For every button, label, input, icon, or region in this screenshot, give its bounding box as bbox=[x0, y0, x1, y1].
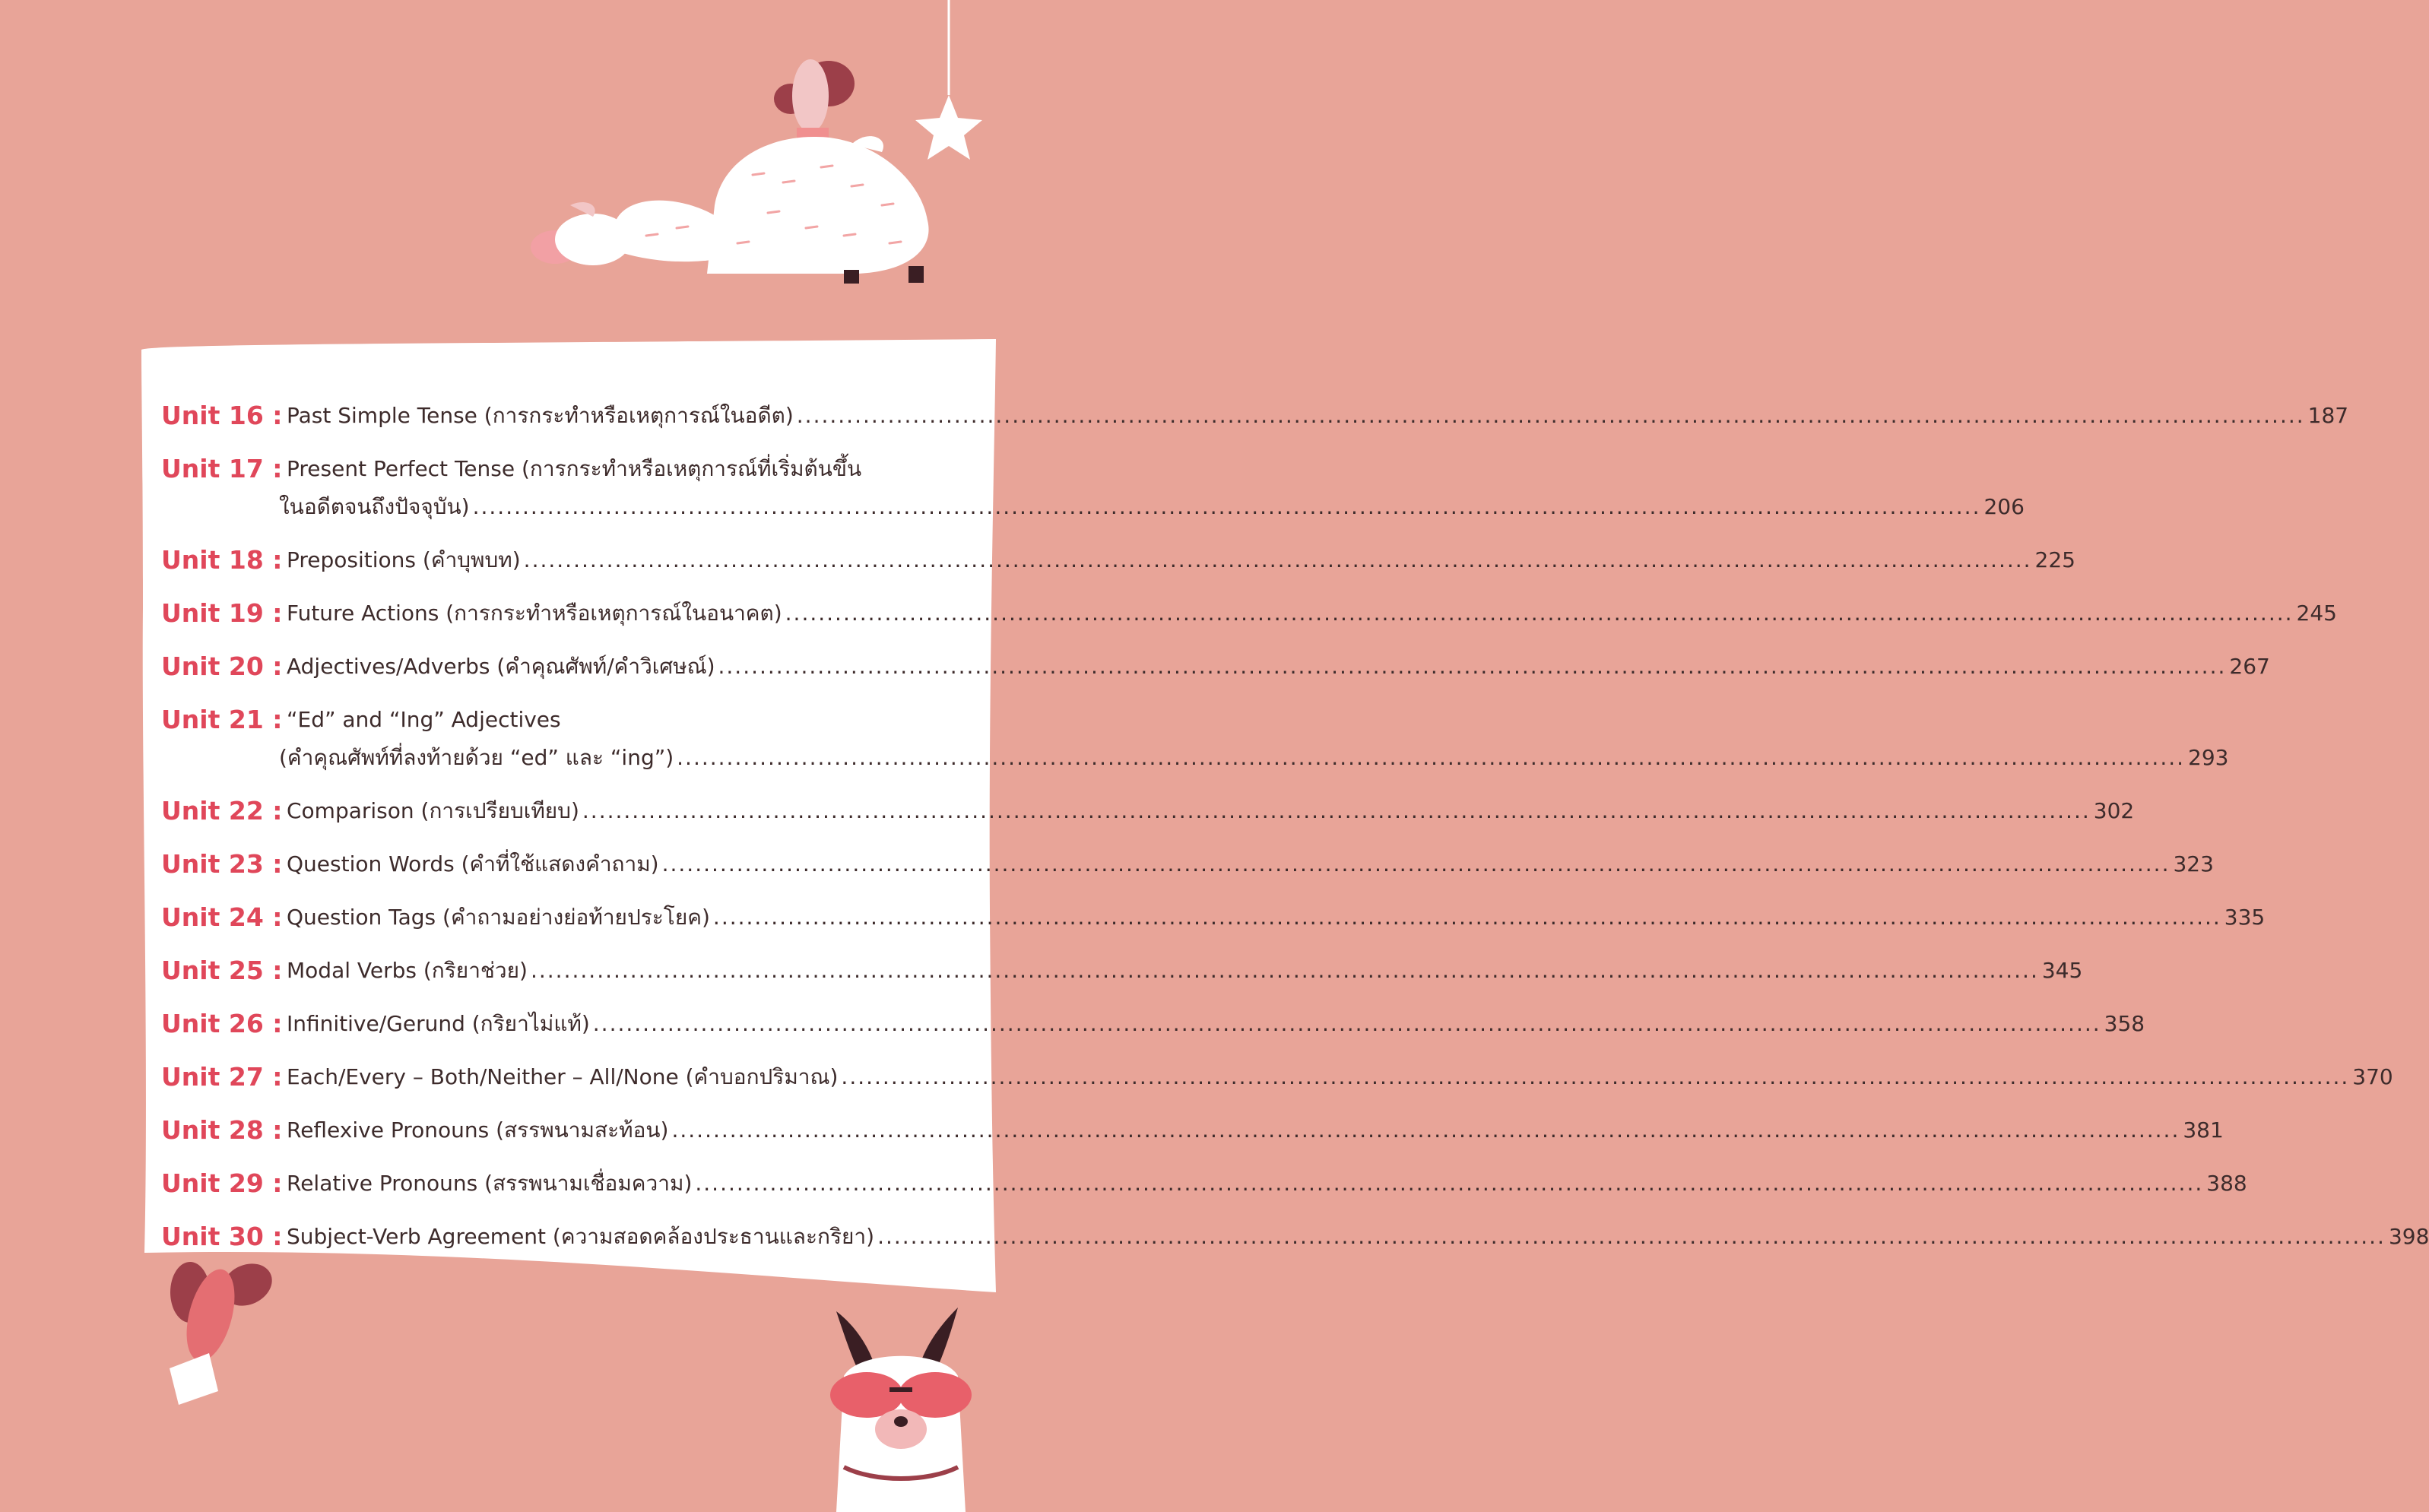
toc-line bbox=[287, 1218, 2429, 1256]
toc-line bbox=[287, 450, 2025, 488]
dot-leader bbox=[593, 1005, 2101, 1043]
unit-label: Unit 25 : bbox=[161, 956, 283, 985]
dot-leader bbox=[671, 1111, 2180, 1149]
toc-entry bbox=[161, 792, 2135, 830]
page-number: 358 bbox=[2104, 1011, 2145, 1036]
dot-leader bbox=[785, 594, 2294, 632]
dot-leader bbox=[473, 488, 1981, 526]
toc-entry bbox=[161, 1218, 2429, 1256]
toc-entry bbox=[161, 397, 2349, 435]
sleeping-llama-icon bbox=[525, 53, 935, 296]
table-of-contents bbox=[161, 397, 2429, 1271]
toc-line bbox=[287, 952, 2082, 990]
toc-entry bbox=[161, 594, 2337, 632]
dot-leader bbox=[524, 541, 2032, 579]
entry-title: Infinitive/Gerund (กริยาไม่แท้) bbox=[287, 1011, 590, 1036]
entry-title: Adjectives/Adverbs (คำคุณศัพท์/คำวิเศษณ์) bbox=[287, 654, 715, 679]
page-number: 381 bbox=[2183, 1117, 2224, 1143]
dot-leader bbox=[531, 952, 2039, 990]
unit-label: Unit 26 : bbox=[161, 1009, 283, 1038]
unit-label: Unit 30 : bbox=[161, 1222, 283, 1251]
toc-line bbox=[279, 488, 2025, 526]
entry-title: Prepositions (คำบุพบท) bbox=[287, 547, 521, 572]
dot-leader bbox=[713, 899, 2221, 937]
entry-title: Each/Every – Both/Neither – All/None (คำบอกปริมาณ) bbox=[287, 1064, 839, 1089]
unit-label: Unit 22 : bbox=[161, 796, 283, 826]
entry-title: Question Tags (คำถามอย่างย่อท้ายประโยค) bbox=[287, 905, 710, 930]
toc-entry bbox=[161, 899, 2266, 937]
page-number: 187 bbox=[2307, 403, 2349, 428]
toc-entry bbox=[161, 701, 2229, 777]
unit-label: Unit 27 : bbox=[161, 1062, 283, 1092]
toc-entry bbox=[161, 648, 2270, 686]
entry-title: ในอดีตจนถึงปัจจุบัน) bbox=[279, 494, 470, 519]
unit-label: Unit 21 : bbox=[161, 705, 283, 734]
page-number: 225 bbox=[2034, 547, 2075, 572]
unit-label: Unit 29 : bbox=[161, 1168, 283, 1198]
toc-entry bbox=[161, 845, 2214, 883]
toc-entry bbox=[161, 1165, 2247, 1203]
entry-title: Future Actions (การกระทำหรือเหตุการณ์ในอนาคต) bbox=[287, 601, 782, 626]
toc-line bbox=[287, 792, 2134, 830]
toc-entry bbox=[161, 1111, 2224, 1149]
cactus-icon bbox=[156, 1254, 293, 1406]
dot-leader bbox=[662, 845, 2171, 883]
entry-title: “Ed” and “Ing” Adjectives bbox=[287, 707, 561, 732]
page-number: 245 bbox=[2296, 601, 2337, 626]
page-number: 335 bbox=[2224, 905, 2266, 930]
toc-line bbox=[287, 541, 2075, 579]
dot-leader bbox=[877, 1218, 2386, 1256]
toc-line bbox=[287, 1165, 2247, 1203]
page-number: 206 bbox=[1983, 494, 2025, 519]
entry-title: Subject-Verb Agreement (ความสอดคล้องประธานและกริยา) bbox=[287, 1224, 875, 1249]
toc-line bbox=[287, 899, 2265, 937]
unit-label: Unit 20 : bbox=[161, 651, 283, 681]
unit-label: Unit 16 : bbox=[161, 401, 283, 430]
dot-leader bbox=[582, 792, 2091, 830]
toc-entry bbox=[161, 1058, 2393, 1096]
page-number: 267 bbox=[2229, 654, 2270, 679]
entry-title: Present Perfect Tense (การกระทำหรือเหตุการณ์ที่เริ่มต้นขึ้น bbox=[287, 456, 862, 481]
dot-leader bbox=[841, 1058, 2349, 1096]
entry-title: Modal Verbs (กริยาช่วย) bbox=[287, 958, 528, 983]
unit-label: Unit 19 : bbox=[161, 598, 283, 628]
entry-title: (คำคุณศัพท์ที่ลงท้ายด้วย “ed” และ “ing”) bbox=[279, 745, 674, 770]
entry-title: Relative Pronouns (สรรพนามเชื่อมความ) bbox=[287, 1171, 693, 1196]
unit-label: Unit 17 : bbox=[161, 454, 283, 483]
entry-title: Past Simple Tense (การกระทำหรือเหตุการณ์ในอดีต) bbox=[287, 403, 794, 428]
dot-leader bbox=[797, 397, 2305, 435]
entry-title: Reflexive Pronouns (สรรพนามสะท้อน) bbox=[287, 1117, 669, 1143]
toc-line bbox=[287, 397, 2348, 435]
unit-label: Unit 28 : bbox=[161, 1115, 283, 1145]
page-number: 293 bbox=[2188, 745, 2229, 770]
toc-entry bbox=[161, 450, 2025, 526]
entry-title: Comparison (การเปรียบเทียบ) bbox=[287, 798, 579, 823]
toc-line bbox=[287, 1111, 2224, 1149]
unit-label: Unit 24 : bbox=[161, 902, 283, 932]
toc-line bbox=[287, 1058, 2393, 1096]
page-number: 323 bbox=[2173, 851, 2214, 876]
entry-title: Question Words (คำที่ใช้แสดงคำถาม) bbox=[287, 851, 659, 876]
toc-line bbox=[287, 648, 2270, 686]
unit-label: Unit 23 : bbox=[161, 849, 283, 879]
page-number: 345 bbox=[2041, 958, 2083, 983]
unit-label: Unit 18 : bbox=[161, 545, 283, 575]
toc-line bbox=[287, 845, 2214, 883]
dot-leader bbox=[718, 648, 2227, 686]
toc-line bbox=[279, 739, 2228, 777]
dot-leader bbox=[695, 1165, 2203, 1203]
page-number: 388 bbox=[2206, 1171, 2247, 1196]
page-number: 370 bbox=[2352, 1064, 2393, 1089]
toc-entry bbox=[161, 541, 2075, 579]
page-number: 398 bbox=[2388, 1224, 2429, 1249]
toc-entry bbox=[161, 1005, 2145, 1043]
toc-entry bbox=[161, 952, 2083, 990]
toc-line bbox=[287, 701, 2228, 739]
toc-line bbox=[287, 1005, 2145, 1043]
page-number: 302 bbox=[2093, 798, 2135, 823]
llama-sunglasses-icon bbox=[813, 1304, 988, 1512]
toc-line bbox=[287, 594, 2337, 632]
dot-leader bbox=[677, 739, 2185, 777]
